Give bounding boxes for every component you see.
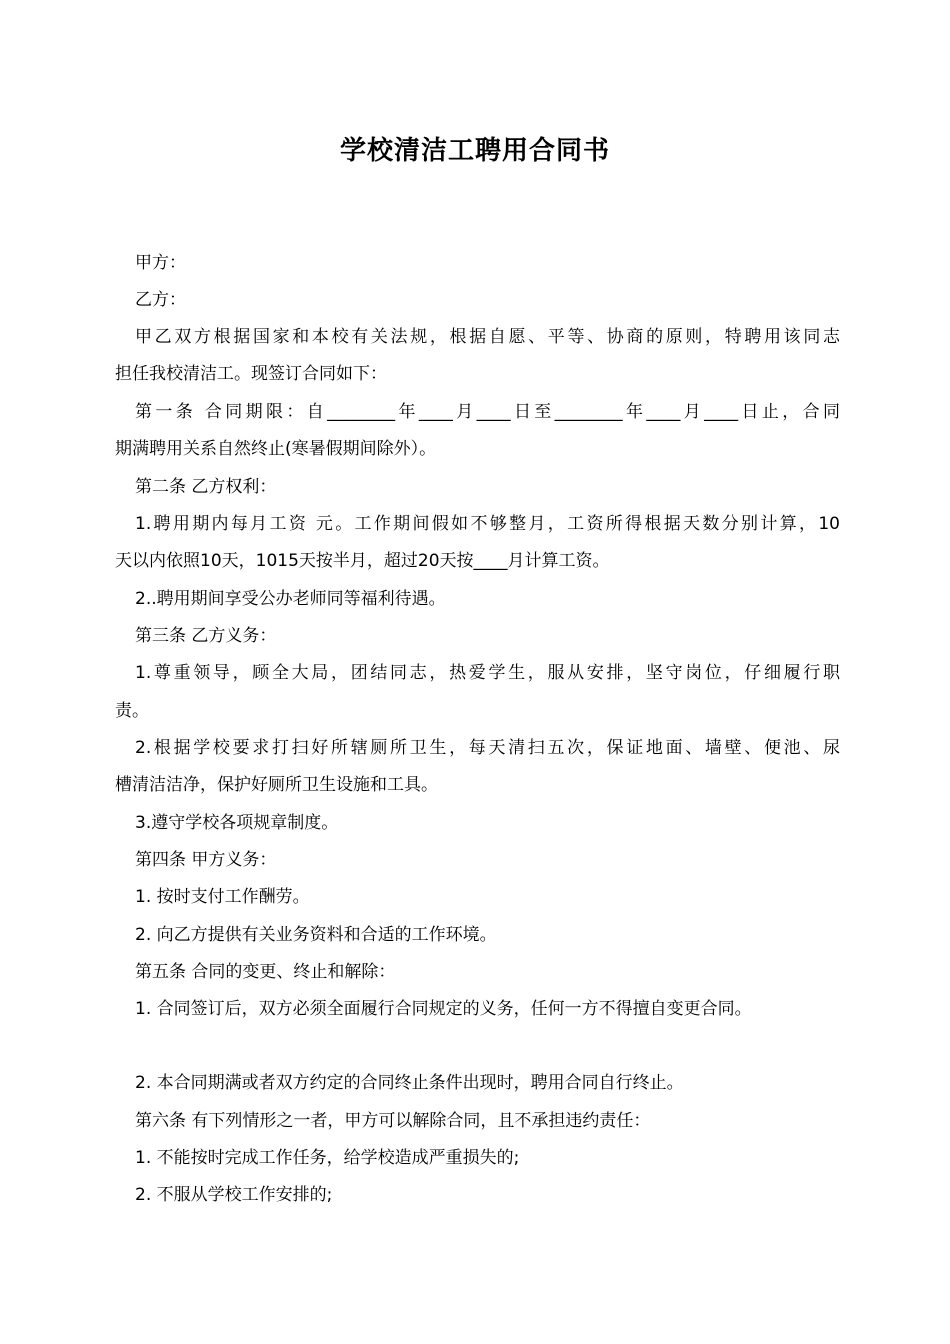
- preamble-line-2: 担任我校清洁工。现签订合同如下：: [115, 364, 387, 384]
- article-3-item-2-line-2: 槽清洁洁净，保护好厕所卫生设施和工具。: [115, 775, 438, 795]
- article-2-heading: 第二条 乙方权利：: [135, 477, 277, 497]
- article-3-item-1-line-2: 责。: [115, 701, 149, 721]
- article-2-item-1-line-2: 天以内依照10天，1015天按半月，超过20天按____月计算工资。: [115, 551, 610, 571]
- article-3-item-3: 3.遵守学校各项规章制度。: [135, 813, 339, 833]
- party-b-line: 乙方：: [135, 290, 186, 310]
- article-6-heading: 第六条 有下列情形之一者，甲方可以解除合同，且不承担违约责任：: [135, 1111, 651, 1131]
- article-6-item-2: 2. 不服从学校工作安排的;: [135, 1185, 333, 1205]
- article-2-item-1-line-1: 1.聘用期内每月工资 元。工作期间假如不够整月，工资所得根据天数分别计算，10: [135, 514, 840, 534]
- article-4-heading: 第四条 甲方义务：: [135, 850, 277, 870]
- article-3-heading: 第三条 乙方义务：: [135, 626, 277, 646]
- article-4-item-2: 2. 向乙方提供有关业务资料和合适的工作环境。: [135, 925, 497, 945]
- article-5-item-1: 1. 合同签订后，双方必须全面履行合同规定的义务，任何一方不得擅自变更合同。: [135, 999, 752, 1019]
- article-5-heading: 第五条 合同的变更、终止和解除：: [135, 962, 396, 982]
- article-3-item-2-line-1: 2.根据学校要求打扫好所辖厕所卫生，每天清扫五次，保证地面、墙壁、便池、尿: [135, 738, 840, 758]
- party-a-line: 甲方：: [135, 253, 186, 273]
- article-3-item-1-line-1: 1.尊重领导，顾全大局，团结同志，热爱学生，服从安排，坚守岗位，仔细履行职: [135, 663, 840, 683]
- article-6-item-1: 1. 不能按时完成工作任务，给学校造成严重损失的;: [135, 1148, 520, 1168]
- article-4-item-1: 1. 按时支付工作酬劳。: [135, 887, 310, 907]
- article-2-item-2: 2..聘用期间享受公办老师同等福利待遇。: [135, 589, 446, 609]
- article-1-line-2: 期满聘用关系自然终止(寒暑假期间除外）。: [115, 439, 437, 459]
- article-5-item-2: 2. 本合同期满或者双方约定的合同终止条件出现时，聘用合同自行终止。: [135, 1073, 684, 1093]
- document-title: 学校清洁工聘用合同书: [339, 136, 610, 166]
- preamble-line-1: 甲乙双方根据国家和本校有关法规，根据自愿、平等、协商的原则，特聘用该同志: [135, 327, 840, 347]
- article-1-line-1: 第一条 合同期限：自________年____月____日至________年____月____日止，合同: [135, 402, 840, 422]
